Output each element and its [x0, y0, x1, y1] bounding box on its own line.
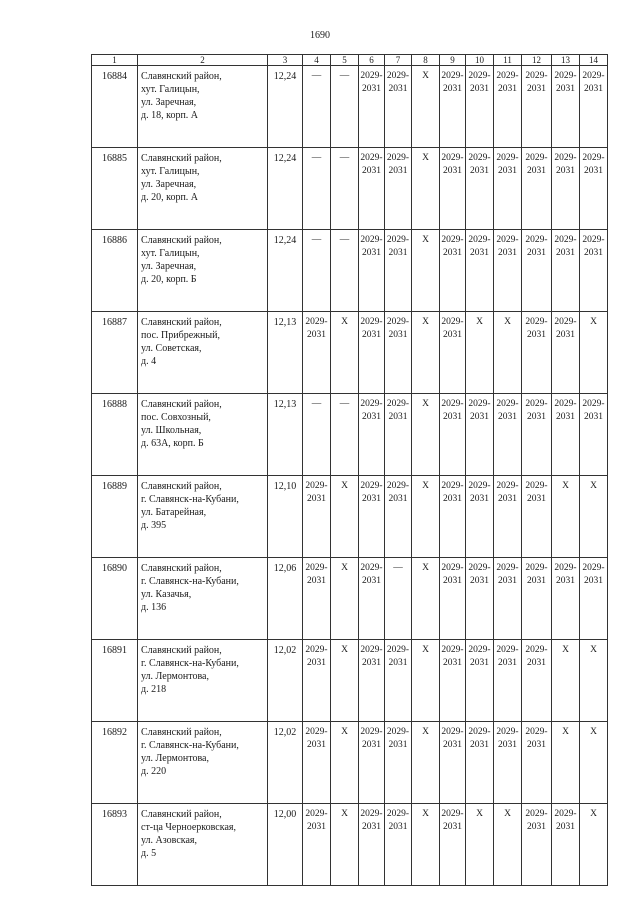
registry-table [91, 54, 608, 886]
schedule-cell: 2029-2031 [303, 804, 331, 886]
schedule-cell: 2029-2031 [385, 148, 412, 230]
schedule-cell: 2029-2031 [494, 640, 522, 722]
table-row [92, 476, 608, 558]
address-line: д. 20, корп. А [141, 192, 199, 203]
column-header-9: 9 [440, 55, 466, 66]
schedule-cell: 2029-2031 [385, 66, 412, 148]
address-line: г. Славянск-на-Кубани, [141, 576, 239, 587]
address-line: Славянский район, [141, 727, 222, 738]
table-row [92, 312, 608, 394]
schedule-cell: X [412, 66, 440, 148]
schedule-cell: — [331, 66, 359, 148]
column-header-10: 10 [466, 55, 494, 66]
area-cell: 12,13 [268, 312, 303, 394]
schedule-cell: 2029-2031 [580, 66, 608, 148]
schedule-cell: — [303, 230, 331, 312]
address-cell [138, 312, 268, 394]
schedule-cell: X [412, 722, 440, 804]
schedule-cell: 2029-2031 [522, 148, 552, 230]
address-line: Славянский район, [141, 809, 222, 820]
schedule-cell: 2029-2031 [359, 394, 385, 476]
schedule-cell: 2029-2031 [440, 394, 466, 476]
schedule-cell: X [412, 148, 440, 230]
schedule-cell: — [303, 148, 331, 230]
address-cell [138, 66, 268, 148]
schedule-cell: 2029-2031 [494, 394, 522, 476]
schedule-cell: 2029-2031 [552, 312, 580, 394]
schedule-cell: 2029-2031 [385, 394, 412, 476]
schedule-cell: 2029-2031 [466, 66, 494, 148]
schedule-cell: — [303, 66, 331, 148]
address-line: ул. Казачья, [141, 589, 192, 600]
schedule-cell: X [494, 804, 522, 886]
address-cell [138, 722, 268, 804]
table-row [92, 148, 608, 230]
schedule-cell: 2029-2031 [522, 558, 552, 640]
column-header-14: 14 [580, 55, 608, 66]
schedule-cell: X [466, 804, 494, 886]
schedule-cell: 2029-2031 [522, 640, 552, 722]
schedule-cell: 2029-2031 [580, 148, 608, 230]
address-line: Славянский район, [141, 153, 222, 164]
address-cell [138, 804, 268, 886]
address-line: хут. Галицын, [141, 248, 200, 259]
column-number-header [92, 55, 608, 66]
schedule-cell: 2029-2031 [359, 640, 385, 722]
schedule-cell: X [580, 476, 608, 558]
schedule-cell: — [331, 230, 359, 312]
address-cell [138, 640, 268, 722]
schedule-cell: 2029-2031 [440, 66, 466, 148]
schedule-cell: 2029-2031 [494, 230, 522, 312]
address-cell [138, 558, 268, 640]
address-line: ул. Лермонтова, [141, 753, 209, 764]
address-line: г. Славянск-на-Кубани, [141, 740, 239, 751]
schedule-cell: 2029-2031 [440, 148, 466, 230]
address-line: Славянский район, [141, 645, 222, 656]
schedule-cell: 2029-2031 [385, 804, 412, 886]
schedule-cell: 2029-2031 [440, 804, 466, 886]
address-line: ул. Школьная, [141, 425, 202, 436]
schedule-cell: X [412, 804, 440, 886]
address-line: д. 63А, корп. Б [141, 438, 204, 449]
address-line: ул. Лермонтова, [141, 671, 209, 682]
schedule-cell: X [552, 640, 580, 722]
schedule-cell: X [552, 476, 580, 558]
schedule-cell: 2029-2031 [522, 312, 552, 394]
schedule-cell: — [385, 558, 412, 640]
schedule-cell: X [412, 640, 440, 722]
record-number: 16893 [92, 804, 138, 886]
area-cell: 12,00 [268, 804, 303, 886]
schedule-cell: 2029-2031 [466, 722, 494, 804]
table-row [92, 66, 608, 148]
schedule-cell: 2029-2031 [385, 476, 412, 558]
column-header-7: 7 [385, 55, 412, 66]
schedule-cell: 2029-2031 [385, 640, 412, 722]
schedule-cell: 2029-2031 [580, 558, 608, 640]
schedule-cell: 2029-2031 [552, 394, 580, 476]
record-number: 16885 [92, 148, 138, 230]
area-cell: 12,02 [268, 722, 303, 804]
column-header-1: 1 [92, 55, 138, 66]
schedule-cell: X [412, 558, 440, 640]
schedule-cell: 2029-2031 [494, 148, 522, 230]
schedule-cell: 2029-2031 [303, 722, 331, 804]
address-cell [138, 230, 268, 312]
schedule-cell: 2029-2031 [440, 640, 466, 722]
schedule-cell: 2029-2031 [359, 66, 385, 148]
schedule-cell: — [331, 394, 359, 476]
schedule-cell: 2029-2031 [466, 640, 494, 722]
area-cell: 12,24 [268, 148, 303, 230]
schedule-cell: X [331, 804, 359, 886]
schedule-cell: X [580, 640, 608, 722]
schedule-cell: 2029-2031 [466, 148, 494, 230]
schedule-cell: 2029-2031 [303, 640, 331, 722]
schedule-cell: 2029-2031 [359, 312, 385, 394]
address-line: Славянский район, [141, 71, 222, 82]
area-cell: 12,10 [268, 476, 303, 558]
address-line: Славянский район, [141, 481, 222, 492]
schedule-cell: 2029-2031 [440, 722, 466, 804]
schedule-cell: 2029-2031 [385, 230, 412, 312]
record-number: 16884 [92, 66, 138, 148]
address-line: д. 18, корп. А [141, 110, 199, 121]
address-line: Славянский район, [141, 399, 222, 410]
address-line: хут. Галицын, [141, 166, 200, 177]
record-number: 16887 [92, 312, 138, 394]
schedule-cell: X [552, 722, 580, 804]
schedule-cell: X [331, 558, 359, 640]
address-line: д. 218 [141, 684, 167, 695]
address-line: д. 20, корп. Б [141, 274, 197, 285]
schedule-cell: — [303, 394, 331, 476]
schedule-cell: 2029-2031 [494, 722, 522, 804]
address-line: ул. Батарейная, [141, 507, 207, 518]
schedule-cell: 2029-2031 [359, 230, 385, 312]
table-row [92, 722, 608, 804]
schedule-cell: 2029-2031 [359, 476, 385, 558]
address-cell [138, 394, 268, 476]
address-line: Славянский район, [141, 235, 222, 246]
column-header-8: 8 [412, 55, 440, 66]
schedule-cell: 2029-2031 [385, 312, 412, 394]
area-cell: 12,24 [268, 66, 303, 148]
schedule-cell: 2029-2031 [303, 312, 331, 394]
schedule-cell: 2029-2031 [359, 558, 385, 640]
schedule-cell: 2029-2031 [385, 722, 412, 804]
record-number: 16892 [92, 722, 138, 804]
schedule-cell: 2029-2031 [303, 558, 331, 640]
schedule-cell: 2029-2031 [440, 230, 466, 312]
table-row [92, 804, 608, 886]
schedule-cell: 2029-2031 [466, 558, 494, 640]
schedule-cell: 2029-2031 [522, 722, 552, 804]
record-number: 16891 [92, 640, 138, 722]
schedule-cell: X [580, 722, 608, 804]
schedule-cell: 2029-2031 [359, 804, 385, 886]
schedule-cell: 2029-2031 [359, 148, 385, 230]
schedule-cell: X [412, 476, 440, 558]
address-line: г. Славянск-на-Кубани, [141, 658, 239, 669]
address-line: Славянский район, [141, 563, 222, 574]
schedule-cell: X [331, 722, 359, 804]
schedule-cell: — [331, 148, 359, 230]
schedule-cell: 2029-2031 [580, 230, 608, 312]
schedule-cell: 2029-2031 [494, 558, 522, 640]
address-line: пос. Совхозный, [141, 412, 211, 423]
schedule-cell: 2029-2031 [522, 66, 552, 148]
record-number: 16889 [92, 476, 138, 558]
schedule-cell: X [466, 312, 494, 394]
record-number: 16890 [92, 558, 138, 640]
area-cell: 12,06 [268, 558, 303, 640]
address-line: д. 136 [141, 602, 167, 613]
table-row [92, 640, 608, 722]
address-line: ст-ца Черноерковская, [141, 822, 236, 833]
schedule-cell: 2029-2031 [522, 394, 552, 476]
schedule-cell: X [494, 312, 522, 394]
area-cell: 12,24 [268, 230, 303, 312]
address-line: ул. Заречная, [141, 261, 197, 272]
schedule-cell: 2029-2031 [440, 476, 466, 558]
schedule-cell: X [412, 394, 440, 476]
address-line: ул. Заречная, [141, 179, 197, 190]
schedule-cell: 2029-2031 [552, 66, 580, 148]
schedule-cell: X [412, 312, 440, 394]
schedule-cell: 2029-2031 [552, 230, 580, 312]
address-line: д. 395 [141, 520, 167, 531]
table-row [92, 230, 608, 312]
address-line: Славянский район, [141, 317, 222, 328]
column-header-2: 2 [138, 55, 268, 66]
schedule-cell: 2029-2031 [552, 804, 580, 886]
schedule-cell: 2029-2031 [494, 66, 522, 148]
column-header-3: 3 [268, 55, 303, 66]
schedule-cell: X [412, 230, 440, 312]
address-cell [138, 476, 268, 558]
table-row [92, 558, 608, 640]
area-cell: 12,13 [268, 394, 303, 476]
schedule-cell: X [331, 312, 359, 394]
schedule-cell: 2029-2031 [466, 394, 494, 476]
page-number: 1690 [310, 30, 330, 41]
address-line: д. 220 [141, 766, 167, 777]
schedule-cell: 2029-2031 [494, 476, 522, 558]
schedule-cell: 2029-2031 [303, 476, 331, 558]
schedule-cell: 2029-2031 [359, 722, 385, 804]
address-line: ул. Советская, [141, 343, 202, 354]
column-header-6: 6 [359, 55, 385, 66]
column-header-11: 11 [494, 55, 522, 66]
record-number: 16888 [92, 394, 138, 476]
schedule-cell: 2029-2031 [522, 476, 552, 558]
schedule-cell: 2029-2031 [522, 804, 552, 886]
schedule-cell: 2029-2031 [440, 558, 466, 640]
area-cell: 12,02 [268, 640, 303, 722]
schedule-cell: X [331, 640, 359, 722]
address-cell [138, 148, 268, 230]
schedule-cell: 2029-2031 [580, 394, 608, 476]
schedule-cell: 2029-2031 [522, 230, 552, 312]
column-header-12: 12 [522, 55, 552, 66]
column-header-5: 5 [331, 55, 359, 66]
table-row [92, 394, 608, 476]
address-line: ул. Азовская, [141, 835, 198, 846]
record-number: 16886 [92, 230, 138, 312]
column-header-13: 13 [552, 55, 580, 66]
address-line: хут. Галицын, [141, 84, 200, 95]
schedule-cell: 2029-2031 [466, 476, 494, 558]
address-line: г. Славянск-на-Кубани, [141, 494, 239, 505]
schedule-cell: 2029-2031 [552, 148, 580, 230]
address-line: д. 4 [141, 356, 157, 367]
schedule-cell: X [580, 312, 608, 394]
schedule-cell: 2029-2031 [552, 558, 580, 640]
schedule-cell: 2029-2031 [466, 230, 494, 312]
address-line: ул. Заречная, [141, 97, 197, 108]
address-line: д. 5 [141, 848, 157, 859]
schedule-cell: X [331, 476, 359, 558]
column-header-4: 4 [303, 55, 331, 66]
address-line: пос. Прибрежный, [141, 330, 220, 341]
schedule-cell: 2029-2031 [440, 312, 466, 394]
schedule-cell: X [580, 804, 608, 886]
